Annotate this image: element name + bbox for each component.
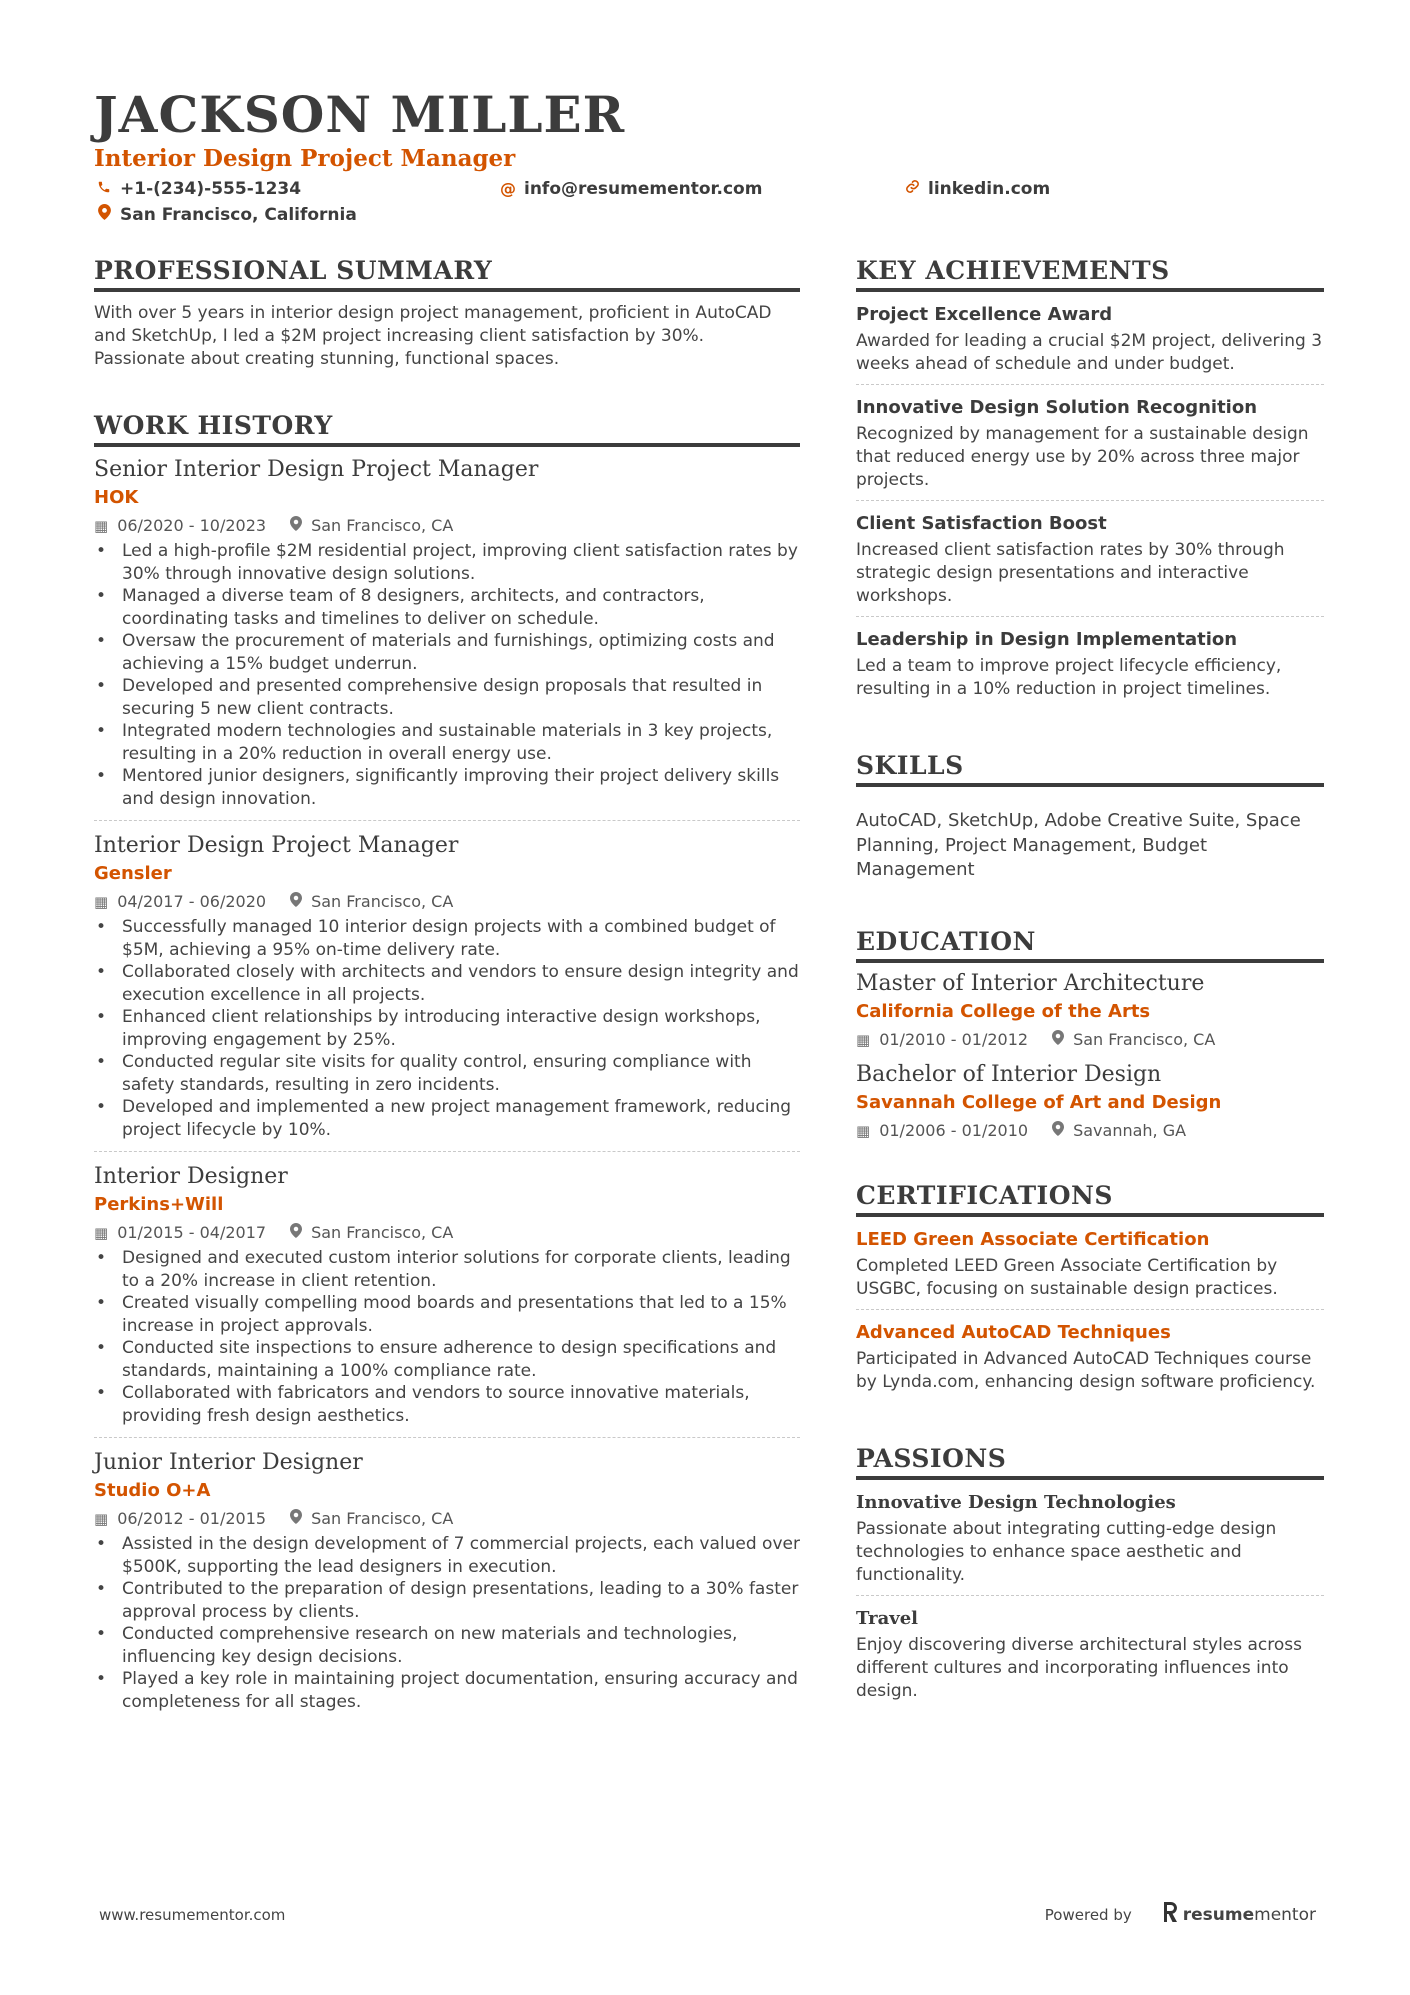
calendar-icon: ▦: [856, 1121, 871, 1140]
location-pin-icon: [290, 1221, 302, 1245]
bullet-item: • Mentored junior designers, significantly improving their project delivery skills and design innovation.: [94, 765, 800, 810]
work-history-heading: WORK HISTORY: [94, 409, 800, 447]
phone-icon: [96, 178, 112, 200]
bullet-item: • Developed and presented comprehensive design proposals that resulted in securing 5 new client contracts.: [94, 675, 800, 720]
bullet-item: • Led a high-profile $2M residential project, improving client satisfaction rates by 30% through innovative design solutions.: [94, 540, 800, 585]
powered-by-text: Powered by: [1044, 1905, 1132, 1924]
achievements-section: [856, 254, 1324, 709]
achievement-title: Client Satisfaction Boost: [856, 513, 1107, 534]
calendar-icon: ▦: [94, 1510, 109, 1528]
job-location: [290, 1221, 453, 1245]
job-bullets: [94, 1533, 800, 1713]
certifications-section: [856, 1179, 1324, 1402]
job-dates: 01/2015 - 04/2017: [117, 1223, 267, 1242]
candidate-title: Interior Design Project Manager: [94, 145, 516, 172]
brand-mark-icon: [1162, 1902, 1178, 1927]
bullet-item: • Designed and executed custom interior solutions for corporate clients, leading to a 20% increase in client retention.: [94, 1247, 800, 1292]
job-dates: 04/2017 - 06/2020: [117, 892, 267, 911]
skills-heading: SKILLS: [856, 749, 1324, 787]
achievement-title: Project Excellence Award: [856, 304, 1113, 325]
education-meta: [856, 1028, 1324, 1052]
passion-item: [856, 1606, 1324, 1711]
certification-item: [856, 1227, 1324, 1310]
job-bullets: [94, 1247, 800, 1427]
email-contact[interactable]: [500, 178, 762, 200]
bullet-item: • Conducted comprehensive research on new materials and technologies, influencing key design decisions.: [94, 1623, 800, 1668]
job-location: [290, 1507, 453, 1531]
email-text: info@resumementor.com: [524, 179, 763, 199]
education-location: [1052, 1119, 1186, 1143]
education-dates: 01/2010 - 01/2012: [879, 1029, 1029, 1049]
achievements-heading: KEY ACHIEVEMENTS: [856, 254, 1324, 292]
job-bullets: [94, 540, 800, 810]
job-bullets: [94, 916, 800, 1141]
bullet-item: • Collaborated closely with architects and vendors to ensure design integrity and execution excellence in all projects.: [94, 961, 800, 1006]
skills-text: AutoCAD, SketchUp, Adobe Creative Suite, Space Planning, Project Management, Budget Management: [856, 810, 1301, 880]
passions-section: [856, 1442, 1324, 1711]
education-item: [856, 1060, 1324, 1143]
location-pin-icon: [290, 1507, 302, 1531]
certification-text: Participated in Advanced AutoCAD Techniques course by Lynda.com, enhancing design software proficiency.: [856, 1348, 1316, 1392]
achievement-text: Recognized by management for a sustainable design that reduced energy use by 20% across three major projects.: [856, 424, 1309, 490]
education-meta: [856, 1119, 1324, 1143]
education-dates: 01/2006 - 01/2010: [879, 1120, 1029, 1140]
location-pin-icon: [290, 514, 302, 538]
at-icon: @: [500, 179, 516, 198]
bullet-item: • Enhanced client relationships by introducing interactive design workshops, improving engagement by 25%.: [94, 1006, 800, 1051]
calendar-icon: ▦: [94, 1224, 109, 1242]
company-name: Gensler: [94, 863, 172, 884]
resumementor-logo[interactable]: [1162, 1902, 1316, 1927]
job-meta: [94, 514, 800, 538]
link-icon: [904, 178, 920, 200]
school-name: Savannah College of Art and Design: [856, 1091, 1222, 1113]
education-section: [856, 925, 1324, 1143]
company-name: Studio O+A: [94, 1480, 211, 1501]
bullet-item: • Created visually compelling mood boards and presentations that led to a 15% increase in project approvals.: [94, 1292, 800, 1337]
job-location-text: San Francisco, CA: [311, 892, 454, 911]
achievement-item: [856, 302, 1324, 385]
bullet-item: • Conducted site inspections to ensure adherence to design specifications and standards, maintaining a 100% compliance rate.: [94, 1337, 800, 1382]
education-location: [1052, 1028, 1215, 1052]
job-meta: [94, 1221, 800, 1245]
candidate-name: JACKSON MILLER: [94, 85, 626, 144]
education-location-text: San Francisco, CA: [1073, 1029, 1216, 1049]
company-name: Perkins+Will: [94, 1194, 224, 1215]
degree-title: Bachelor of Interior Design: [856, 1061, 1162, 1087]
linkedin-text: linkedin.com: [928, 179, 1051, 199]
job-location-text: San Francisco, CA: [311, 1223, 454, 1242]
location-text: San Francisco, California: [120, 205, 357, 225]
brand-light: mentor: [1254, 1904, 1316, 1925]
passion-title: Travel: [856, 1607, 918, 1629]
job-location-text: San Francisco, CA: [311, 1509, 454, 1528]
job-title: Junior Interior Designer: [94, 1450, 363, 1475]
education-item: [856, 969, 1324, 1052]
summary-section: [94, 254, 800, 371]
certification-text: Completed LEED Green Associate Certification by USGBC, focusing on sustainable design practices.: [856, 1255, 1278, 1299]
summary-heading: PROFESSIONAL SUMMARY: [94, 254, 800, 292]
resume-header: [94, 86, 1324, 230]
passion-text: Enjoy discovering diverse architectural styles across different cultures and incorporating influences into design.: [856, 1634, 1303, 1701]
school-name: California College of the Arts: [856, 1000, 1151, 1022]
job-meta: [94, 1507, 800, 1531]
achievement-text: Increased client satisfaction rates by 30% through strategic design presentations and interactive workshops.: [856, 540, 1285, 606]
achievement-text: Awarded for leading a crucial $2M project, delivering 3 weeks ahead of schedule and under budget.: [856, 331, 1323, 374]
job-title: Interior Design Project Manager: [94, 833, 459, 858]
job-location: [290, 514, 453, 538]
bullet-item: • Developed and implemented a new project management framework, reducing project lifecycle by 10%.: [94, 1096, 800, 1141]
certification-title: Advanced AutoCAD Techniques: [856, 1321, 1171, 1343]
job-dates: 06/2020 - 10/2023: [117, 516, 267, 535]
education-location-text: Savannah, GA: [1073, 1120, 1187, 1140]
bullet-item: • Played a key role in maintaining project documentation, ensuring accuracy and completeness for all stages.: [94, 1668, 800, 1713]
job-title: Senior Interior Design Project Manager: [94, 457, 539, 482]
bullet-item: • Assisted in the design development of 7 commercial projects, each valued over $500K, supporting the lead designers in execution.: [94, 1533, 800, 1578]
job-dates: 06/2012 - 01/2015: [117, 1509, 267, 1528]
location-pin-icon: [1052, 1119, 1064, 1143]
contact-info: [94, 178, 1324, 230]
location-pin-icon: [96, 204, 112, 226]
job-title: Interior Designer: [94, 1164, 288, 1189]
job-entry: [94, 455, 800, 821]
job-meta: [94, 890, 800, 914]
left-column: [94, 254, 800, 1759]
location-pin-icon: [290, 890, 302, 914]
passion-text: Passionate about integrating cutting-edge design technologies to enhance space aesthetic and functionality.: [856, 1518, 1277, 1585]
achievement-title: Innovative Design Solution Recognition: [856, 397, 1258, 418]
achievement-item: [856, 511, 1324, 617]
work-history-section: [94, 409, 800, 1723]
certification-item: [856, 1320, 1324, 1402]
degree-title: Master of Interior Architecture: [856, 970, 1205, 996]
company-name: HOK: [94, 487, 139, 508]
bullet-item: • Successfully managed 10 interior design projects with a combined budget of $5M, achieving a 95% on-time delivery rate.: [94, 916, 800, 961]
brand-bold: resume: [1182, 1904, 1255, 1925]
passions-heading: PASSIONS: [856, 1442, 1324, 1480]
calendar-icon: ▦: [94, 893, 109, 911]
achievement-item: [856, 395, 1324, 501]
bullet-item: • Collaborated with fabricators and vendors to source innovative materials, providing fresh design aesthetics.: [94, 1382, 800, 1427]
calendar-icon: ▦: [94, 517, 109, 535]
passion-title: Innovative Design Technologies: [856, 1491, 1176, 1513]
job-location: [290, 890, 453, 914]
phone-contact[interactable]: [96, 178, 301, 200]
skills-section: [856, 749, 1324, 883]
footer-website[interactable]: www.resumementor.com: [99, 1906, 286, 1924]
education-heading: EDUCATION: [856, 925, 1324, 963]
location-pin-icon: [1052, 1028, 1064, 1052]
job-entry: [94, 1162, 800, 1438]
summary-text: With over 5 years in interior design project management, proficient in AutoCAD and SketchUp, I led a $2M project increasing client satisfaction by 30%. Passionate about creating stunning, functional spaces.: [94, 303, 772, 369]
job-entry: [94, 831, 800, 1152]
location-contact: [96, 204, 357, 226]
bullet-item: • Integrated modern technologies and sustainable materials in 3 key projects, resulting in a 20% reduction in overall energy use.: [94, 720, 800, 765]
passion-item: [856, 1490, 1324, 1596]
footer-branding: [1045, 1902, 1316, 1927]
certification-title: LEED Green Associate Certification: [856, 1228, 1210, 1250]
right-column: [856, 254, 1324, 1747]
achievement-title: Leadership in Design Implementation: [856, 629, 1238, 650]
bullet-item: • Contributed to the preparation of design presentations, leading to a 30% faster approval process by clients.: [94, 1578, 800, 1623]
bullet-item: • Conducted regular site visits for quality control, ensuring compliance with safety standards, resulting in zero incidents.: [94, 1051, 800, 1096]
bullet-item: • Managed a diverse team of 8 designers, architects, and contractors, coordinating tasks and timelines to deliver on schedule.: [94, 585, 800, 630]
calendar-icon: ▦: [856, 1030, 871, 1049]
linkedin-contact[interactable]: [904, 178, 1050, 200]
bullet-item: • Oversaw the procurement of materials and furnishings, optimizing costs and achieving a 15% budget underrun.: [94, 630, 800, 675]
certifications-heading: CERTIFICATIONS: [856, 1179, 1324, 1217]
job-entry: [94, 1448, 800, 1723]
achievement-text: Led a team to improve project lifecycle efficiency, resulting in a 10% reduction in project timelines.: [856, 656, 1282, 699]
achievement-item: [856, 627, 1324, 709]
job-location-text: San Francisco, CA: [311, 516, 454, 535]
phone-text: +1-(234)-555-1234: [120, 179, 302, 199]
